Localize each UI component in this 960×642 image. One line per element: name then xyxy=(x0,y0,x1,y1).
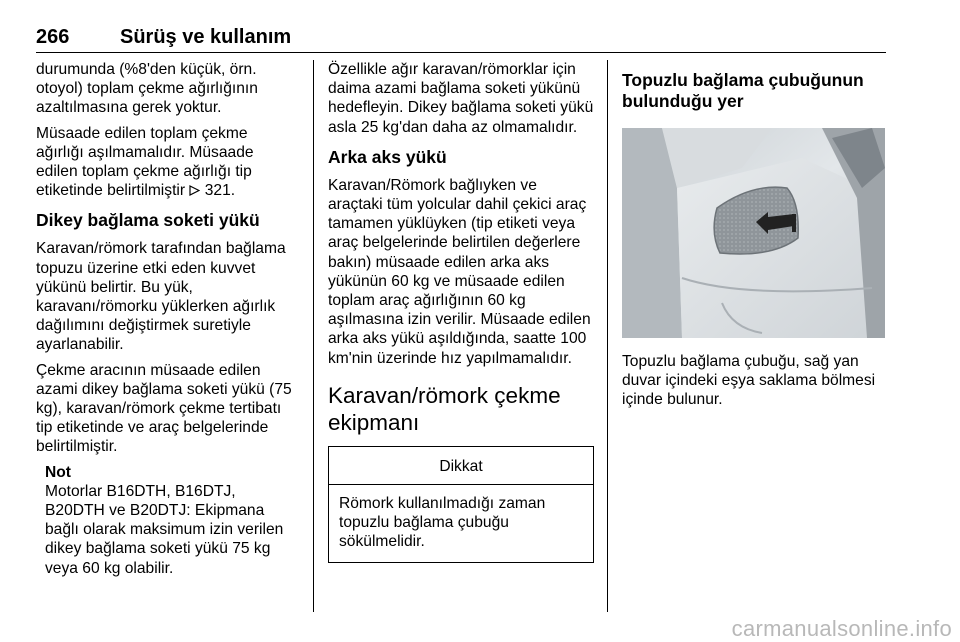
column-right xyxy=(622,60,890,416)
caution-box xyxy=(328,446,594,563)
section-heading: Dikey bağlama soketi yükü xyxy=(36,210,260,231)
paragraph-text: Müsaade edilen toplam çekme ağırlığı aşılmamalıdır. Müsaade edilen toplam çekme ağırlığı tip etiketinde belirtilmiştir xyxy=(36,124,254,200)
triangle-right-icon xyxy=(189,182,200,199)
page-header xyxy=(36,26,886,53)
column-left xyxy=(36,60,298,578)
photo-caption: Topuzlu bağlama çubuğu, sağ yan duvar içindeki eşya saklama bölmesi içinde bulunur. xyxy=(622,353,876,409)
chapter-title: Sürüş ve kullanım xyxy=(120,26,292,48)
column-middle xyxy=(328,60,594,563)
trunk-compartment-photo xyxy=(622,128,885,338)
paragraph: Çekme aracının müsaade edilen azami dikey bağlama soketi yükü (75 kg), karavan/römork çekme tertibatı tip etiketinde ve araç belgelerinde belirtilmiştir. xyxy=(36,361,292,456)
page-reference-link[interactable]: 321. xyxy=(204,182,236,200)
paragraph: Özellikle ağır karavan/römorklar için daima azami bağlama soketi yükünü hedefleyin. Dikey bağlama soketi yükü asla 25 kg'dan daha az olmamalıdır. xyxy=(328,61,594,136)
column-divider xyxy=(313,60,314,612)
paragraph: Karavan/römork tarafından bağlama topuzu üzerine etki eden kuvvet yükünü belirtir. Bu yük, karavanı/römorku yüklerken ağırlık dağılımını değiştirmek suretiyle ayarlanabilir. xyxy=(36,240,286,354)
paragraph: durumunda (%8'den küçük, örn. otoyol) toplam çekme ağırlığının azaltılmasına gerek yoktur. xyxy=(36,61,258,117)
page-number: 266 xyxy=(36,26,70,48)
note-title: Not xyxy=(45,463,71,481)
section-heading: Arka aks yükü xyxy=(328,146,447,167)
paragraph: Karavan/Römork bağlıyken ve araçtaki tüm yolcular dahil çekici araç tamamen yüklüyken (tip etiketi veya araç belgelerinde belirtilen değerlere bakın) müsaade edilen arka aks yükünün 60 kg ve müsaade edilen toplam araç ağırlığının 60 kg aşılmasına izin verilir. Müsaade edilen arka aks yükü aşıldığında, saatte 100 km'nin üzerinde hız yapılmamalıdır. xyxy=(328,176,591,367)
chapter-section-title: Karavan/römork çekme ekipmanı xyxy=(328,382,561,435)
note-text: Motorlar B16DTH, B16DTJ, B20DTH ve B20DTJ: Ekipmana bağlı olarak maksimum izin verilen dikey bağlama soketi yükü 75 kg veya 60 kg olabilir. xyxy=(45,482,284,577)
note-box xyxy=(45,463,298,578)
caution-text: Römork kullanılmadığı zaman topuzlu bağlama çubuğu sökülmelidir. xyxy=(339,495,546,551)
column-divider xyxy=(607,60,608,612)
section-heading: Topuzlu bağlama çubuğunun bulunduğu yer xyxy=(622,70,864,111)
caution-title: Dikkat xyxy=(329,447,593,485)
watermark: carmanualsonline.info xyxy=(731,616,952,641)
paragraph xyxy=(36,124,298,201)
